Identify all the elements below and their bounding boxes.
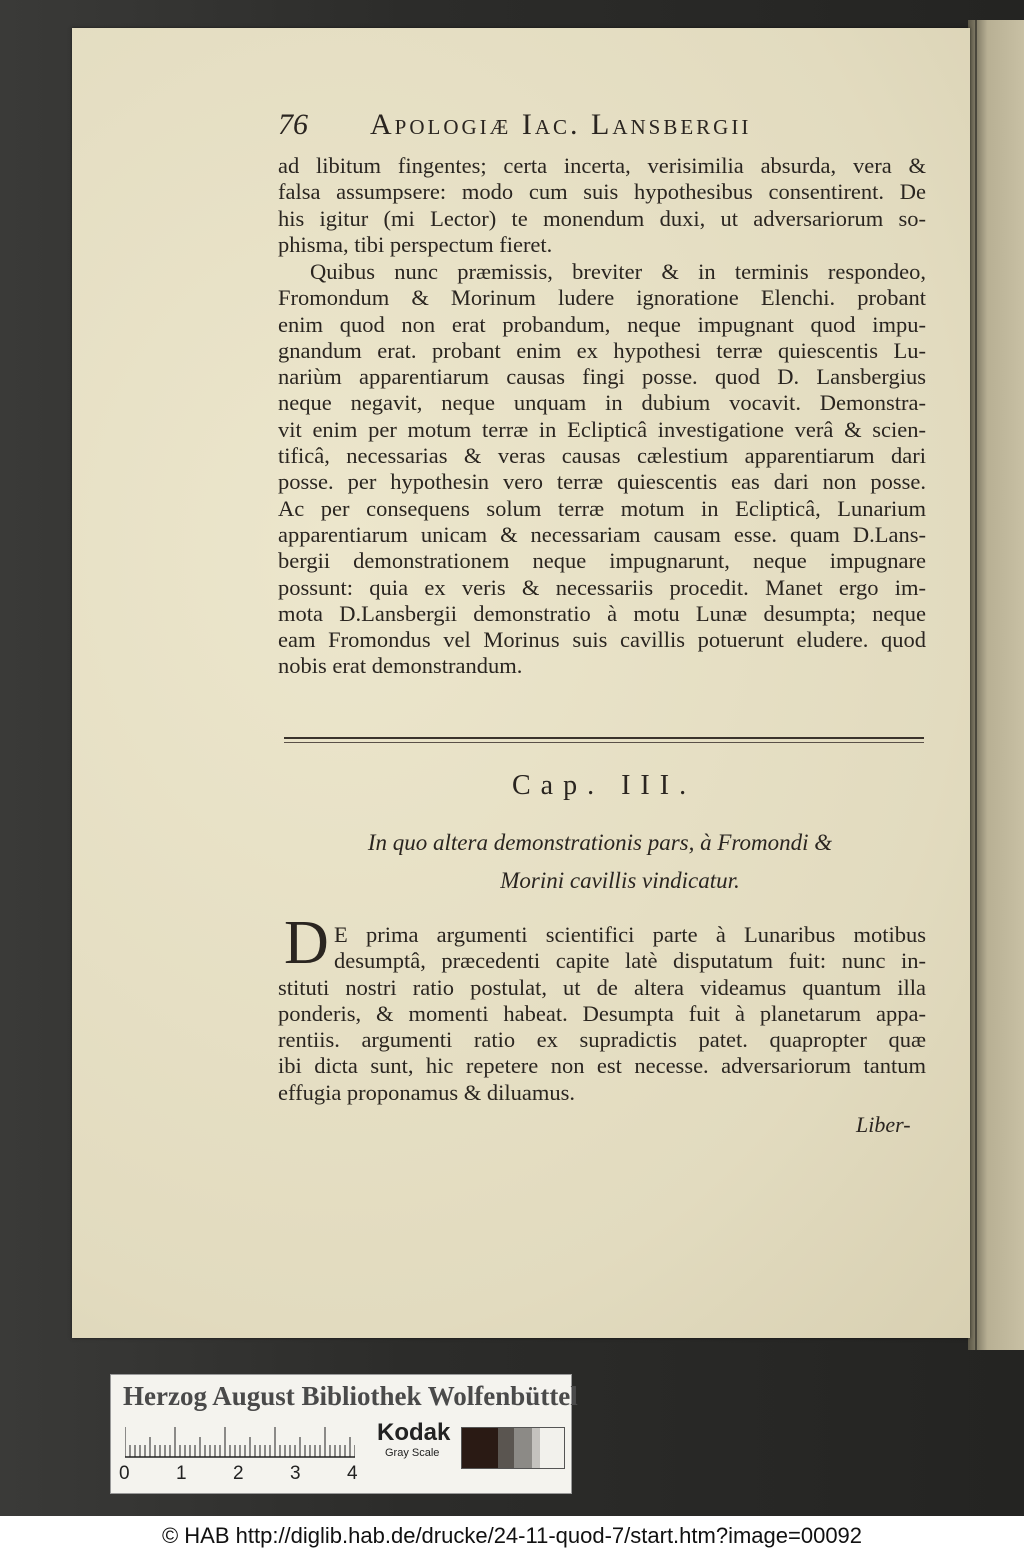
text-line: posse. per hypothesin vero terræ quiescentis eas dari non posse.: [278, 469, 926, 495]
kodak-logo: Kodak: [377, 1419, 451, 1446]
gray-swatches: [461, 1427, 565, 1469]
ruler-number: 4: [347, 1463, 358, 1484]
text-line: Ac per consequens solum terræ motum in Eclipticâ, Lunarium: [278, 495, 926, 521]
text-line: eam Fromondus vel Morinus suis cavillis potuerunt eludere. quod: [278, 627, 926, 653]
text-line: mota D.Lansbergii demonstratio à motu Lunæ desumpta; neque: [278, 600, 926, 626]
text-line: ibi dicta sunt, hic repetere non est necesse. adversariorum tantum: [278, 1053, 926, 1079]
text-line: bergii demonstrationem neque impugnarunt, neque impugnare: [278, 548, 926, 574]
swatch: [540, 1428, 564, 1468]
text-line: ad libitum fingentes; certa incerta, verisimilia absurda, vera &: [278, 153, 926, 178]
text-line: neque negavit, neque unquam in dubium vocavit. Demonstra-: [278, 390, 926, 416]
text-line: Fromondum & Morinum ludere ignoratione Elenchi. probant: [278, 285, 926, 311]
text-line: tificâ, necessarias & veras causas cælestium apparentiarum dari: [278, 443, 926, 469]
color-target: [110, 1374, 578, 1494]
chapter-subtitle: [320, 824, 880, 900]
swatch: [498, 1428, 514, 1468]
ruler-number: 0: [119, 1463, 130, 1484]
text-line: stituti nostri ratio postulat, ut de altera videamus quantum illa: [278, 974, 926, 1000]
text-line: effugia proponamus & diluamus.: [278, 1079, 576, 1105]
ruler-number: 1: [176, 1463, 187, 1484]
text-line: his igitur (mi Lector) te monendum duxi, ut adversariorum so-: [278, 205, 926, 231]
text-line: Quibus nunc præmissis, breviter & in terminis respondeo,: [310, 259, 926, 284]
text-line: E prima argumenti scientifici parte à Lunaribus motibus: [334, 922, 926, 947]
library-name: Herzog August Bibliothek Wolfenbüttel: [123, 1381, 578, 1411]
ruler-numbers: [119, 1463, 359, 1485]
gray-scale-label: Gray Scale: [385, 1447, 440, 1459]
copyright-footer: © HAB http://diglib.hab.de/drucke/24-11-quod-7/start.htm?image=00092: [0, 1516, 1024, 1556]
section-rule: [284, 737, 924, 739]
page-number: 76: [278, 108, 308, 141]
ruler-number: 2: [233, 1463, 244, 1484]
text-line: gnandum erat. probant enim ex hypothesi terræ quiescentis Lu-: [278, 337, 926, 363]
catchword: Liber-: [856, 1112, 911, 1137]
gutter-line: [975, 20, 977, 1350]
text-line: falsa assumpsere: modo cum suis hypothesibus consentirent. De: [278, 179, 926, 205]
ruler-number: 3: [290, 1463, 301, 1484]
chapter-heading: Cap. III.: [512, 770, 697, 801]
text-line: rentiis. argumenti ratio ex supradictis patet. quapropter quæ: [278, 1027, 926, 1053]
drop-cap: D: [284, 909, 329, 977]
text-line: ponderis, & momenti habeat. Desumpta fuit à planetarum appa-: [278, 1000, 926, 1026]
text-line: vit enim per motum terræ in Eclipticâ investigatione verâ & scien-: [278, 416, 926, 442]
text-line: desumptâ, præcedenti capite latè disputatum fuit: nunc in-: [334, 948, 926, 974]
paragraph-1: [278, 153, 926, 258]
text-line: enim quod non erat probandum, neque impugnant quod impu-: [278, 311, 926, 337]
swatch: [462, 1428, 498, 1468]
paragraph-2: [278, 259, 926, 680]
running-title: Apologiæ Iac. Lansbergii: [370, 108, 752, 141]
subtitle-line-1: In quo altera demonstrationis pars, à Fromondi &: [367, 830, 833, 855]
swatch: [514, 1428, 532, 1468]
text-line: apparentiarum unicam & necessariam causam esse. quam D.Lans-: [278, 521, 926, 547]
text-line: nobis erat demonstrandum.: [278, 653, 523, 679]
text-line: nariùm apparentiarum causas fingi posse. quod D. Lansbergius: [278, 364, 926, 390]
section-rule-thin: [284, 742, 924, 743]
text-line: phisma, tibi perspectum fieret.: [278, 231, 553, 257]
swatch: [532, 1428, 540, 1468]
measuring-ruler: [125, 1427, 355, 1459]
page-header: [278, 108, 878, 148]
subtitle-line-2: Morini cavillis vindicatur.: [500, 868, 740, 893]
paragraph-3: [278, 922, 926, 1106]
text-line: possunt: quia ex veris & necessariis procedit. Manet ergo im-: [278, 574, 926, 600]
